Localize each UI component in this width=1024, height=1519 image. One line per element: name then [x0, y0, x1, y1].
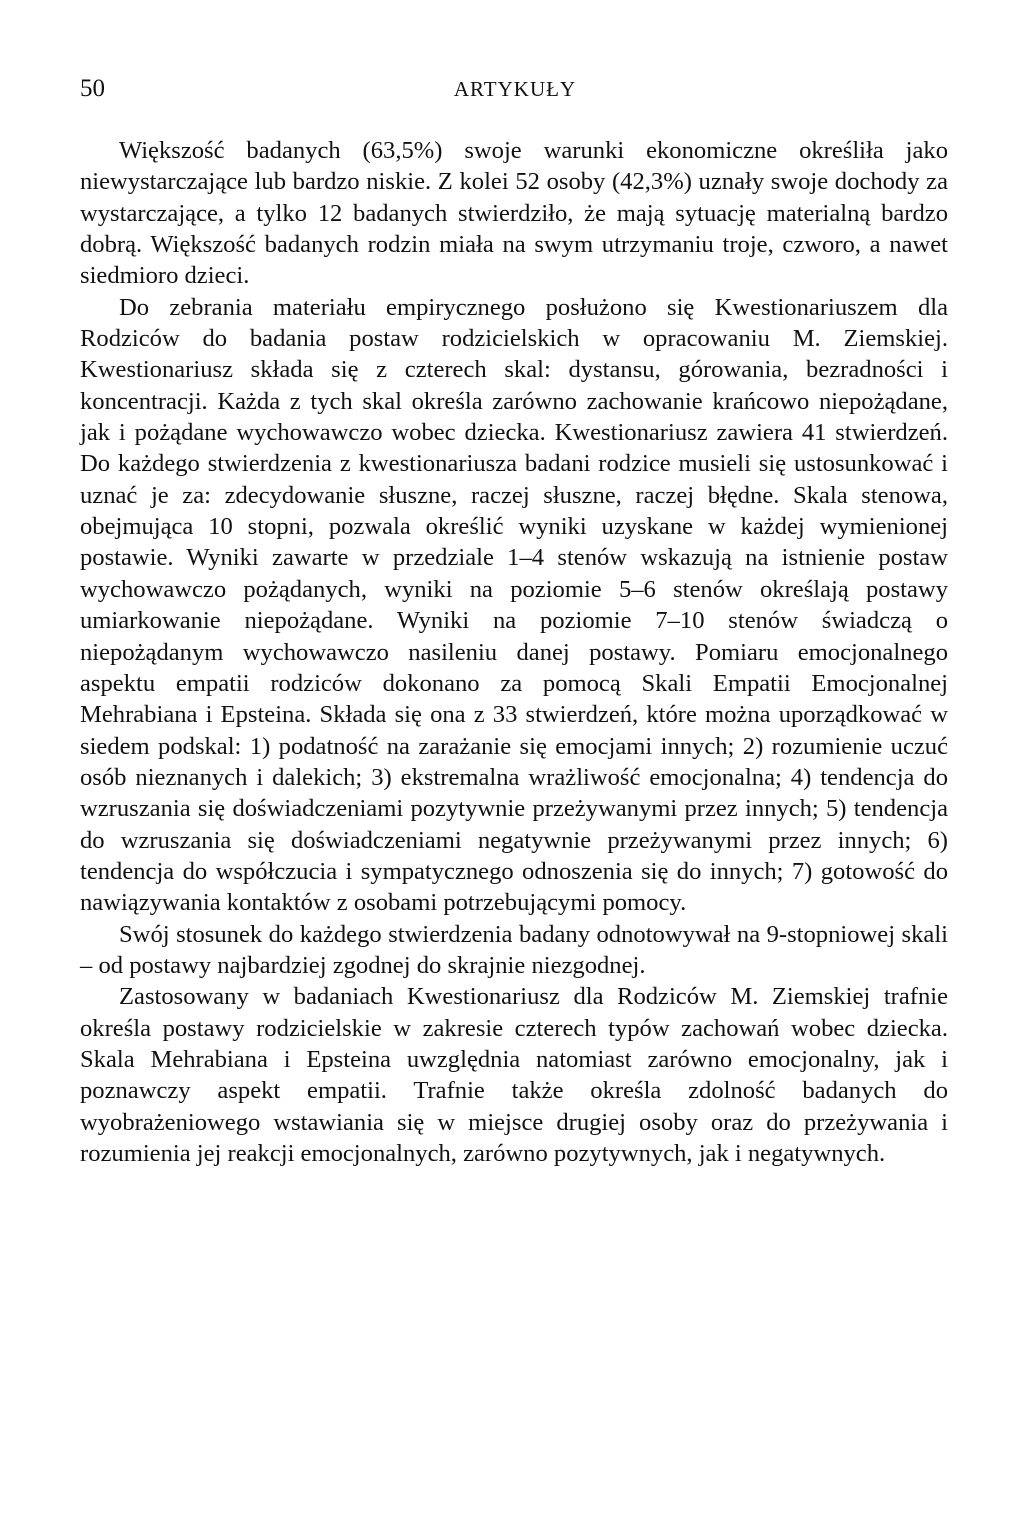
article-body [80, 135, 948, 1169]
section-title: ARTYKUŁY [453, 77, 577, 101]
paragraph-research-instruments: Do zebrania materiału empirycznego posłużono się Kwestionariuszem dla Rodziców do badania postaw rodzicielskich w opracowaniu M. Ziemskiej. Kwestionariusz składa się z czterech skal: dystansu, górowania, bezradności i koncentracji. Każda z tych skal określa zarówno zachowanie krańcowo niepożądane, jak i pożądane wychowawczo wobec dziecka. Kwestionariusz zawiera 41 stwierdzeń. Do każdego stwierdzenia z kwestionariusza badani rodzice musieli się ustosunkować i uznać je za: zdecydowanie słuszne, raczej słuszne, raczej błędne. Skala stenowa, obejmująca 10 stopni, pozwala określić wyniki uzyskane w każdej wymienionej postawie. Wyniki zawarte w przedziale 1–4 stenów wskazują na istnienie postaw wychowawczo pożądanych, wyniki na poziomie 5–6 stenów określają postawy umiarkowanie niepożądane. Wyniki na poziomie 7–10 stenów świadczą o niepożądanym wychowawczo nasileniu danej postawy. Pomiaru emocjonalnego aspektu empatii rodziców dokonano za pomocą Skali Empatii Emocjonalnej Mehrabiana i Epsteina. Składa się ona z 33 stwierdzeń, które można uporządkować w siedem podskal: 1) podatność na zarażanie się emocjami innych; 2) rozumienie uczuć osób nieznanych i dalekich; 3) ekstremalna wrażliwość emocjonalna; 4) tendencja do wzruszania się doświadczeniami pozytywnie przeżywanymi przez innych; 5) tendencja do wzruszania się doświadczeniami negatywnie przeżywanymi przez innych; 6) tendencja do współczucia i sympatycznego odnoszenia się do innych; 7) gotowość do nawiązywania kontaktów z osobami potrzebującymi pomocy. [80, 293, 948, 917]
paragraph-response-scale: Swój stosunek do każdego stwierdzenia badany odnotowywał na 9-stopniowej skali – od postawy najbardziej zgodnej do skrajnie niezgodnej. [80, 920, 948, 979]
page-number: 50 [80, 75, 105, 102]
running-header [80, 72, 950, 106]
paragraph-instrument-validity: Zastosowany w badaniach Kwestionariusz dla Rodziców M. Ziemskiej trafnie określa postawy rodzicielskie w zakresie czterech typów zachowań wobec dziecka. Skala Mehrabiana i Epsteina uwzględnia natomiast zarówno emocjonalny, jak i poznawczy aspekt empatii. Trafnie także określa zdolność badanych do wyobrażeniowego wstawiania się w miejsce drugiej osoby oraz do przeżywania i rozumienia jej reakcji emocjonalnych, zarówno pozytywnych, jak i negatywnych. [80, 983, 948, 1167]
paragraph-respondents-economic-situation: Większość badanych (63,5%) swoje warunki ekonomiczne określiła jako niewystarczające lub bardzo niskie. Z kolei 52 osoby (42,3%) uznały swoje dochody za wystarczające, a tylko 12 badanych stwierdziło, że mają sytuację materialną bardzo dobrą. Większość badanych rodzin miała na swym utrzymaniu troje, czworo, a nawet siedmioro dzieci. [80, 137, 948, 290]
